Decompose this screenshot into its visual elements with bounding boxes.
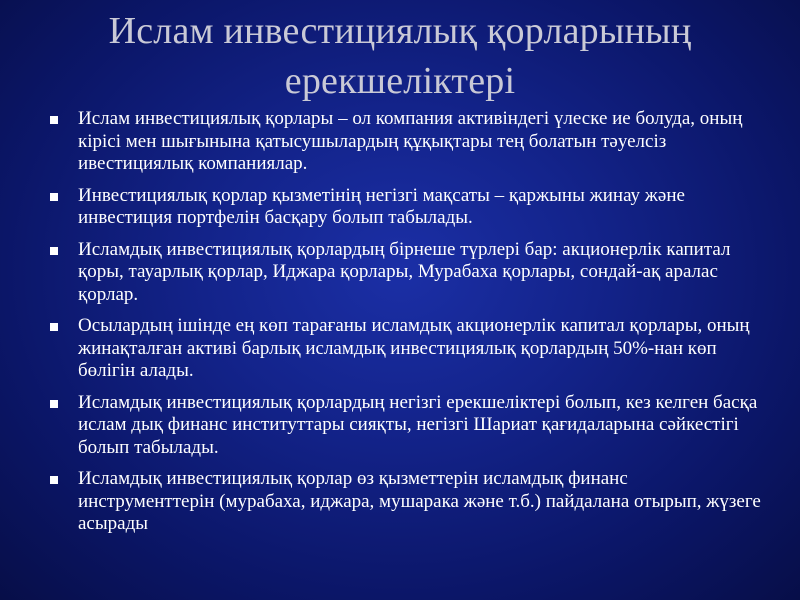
bullet-item	[48, 239, 763, 307]
bullet-item	[48, 185, 763, 230]
bullet-item	[48, 315, 763, 383]
bullet-item	[48, 468, 763, 536]
bullet-text: Исламдық инвестициялық қорлардың негізгі ерекшеліктері болып, кез келген басқа ислам дық финанс институттары сияқты, негізгі Шариат қағидаларына сәйкестігі болып табылады.	[78, 391, 758, 458]
bullet-text: Инвестициялық қорлар қызметінің негізгі мақсаты – қаржыны жинау және инвестиция портфелін басқару болып табылады.	[78, 184, 685, 228]
bullet-text: Исламдық инвестициялық қорлар өз қызметтерін исламдық финанс инструменттерін (мурабаха, иджара, мушарака және т.б.) пайдалана отырып, жүзеге асырады	[78, 468, 761, 534]
square-bullet-icon	[50, 323, 58, 331]
bullet-text: Осылардың ішінде ең көп тарағаны исламдық акционерлік капитал қорлары, оның жинақталған активі барлық исламдық инвестициялық қорлардың 50%-нан көп бөлігін алады.	[78, 315, 750, 381]
square-bullet-icon	[50, 193, 58, 201]
square-bullet-icon	[50, 400, 58, 408]
slide-title: Ислам инвестициялық қорларының ерекшеліктері	[108, 10, 692, 102]
square-bullet-icon	[50, 116, 58, 124]
bullet-list	[48, 108, 763, 545]
bullet-item	[48, 392, 763, 460]
square-bullet-icon	[50, 247, 58, 255]
square-bullet-icon	[50, 476, 58, 484]
bullet-text: Исламдық инвестициялық қорлардың бірнеше түрлері бар: акционерлік капитал қоры, тауарлық қорлар, Иджара қорлары, Мурабаха қорлары, сондай-ақ аралас қорлар.	[78, 238, 731, 305]
bullet-item	[48, 108, 763, 176]
bullet-text: Ислам инвестициялық қорлары – ол компания активіндегі үлеске ие болуда, оның кірісі мен шығынына қатысушылардың құқықтары тең болатын тәуелсіз ивестициялық компаниялар.	[78, 108, 743, 174]
